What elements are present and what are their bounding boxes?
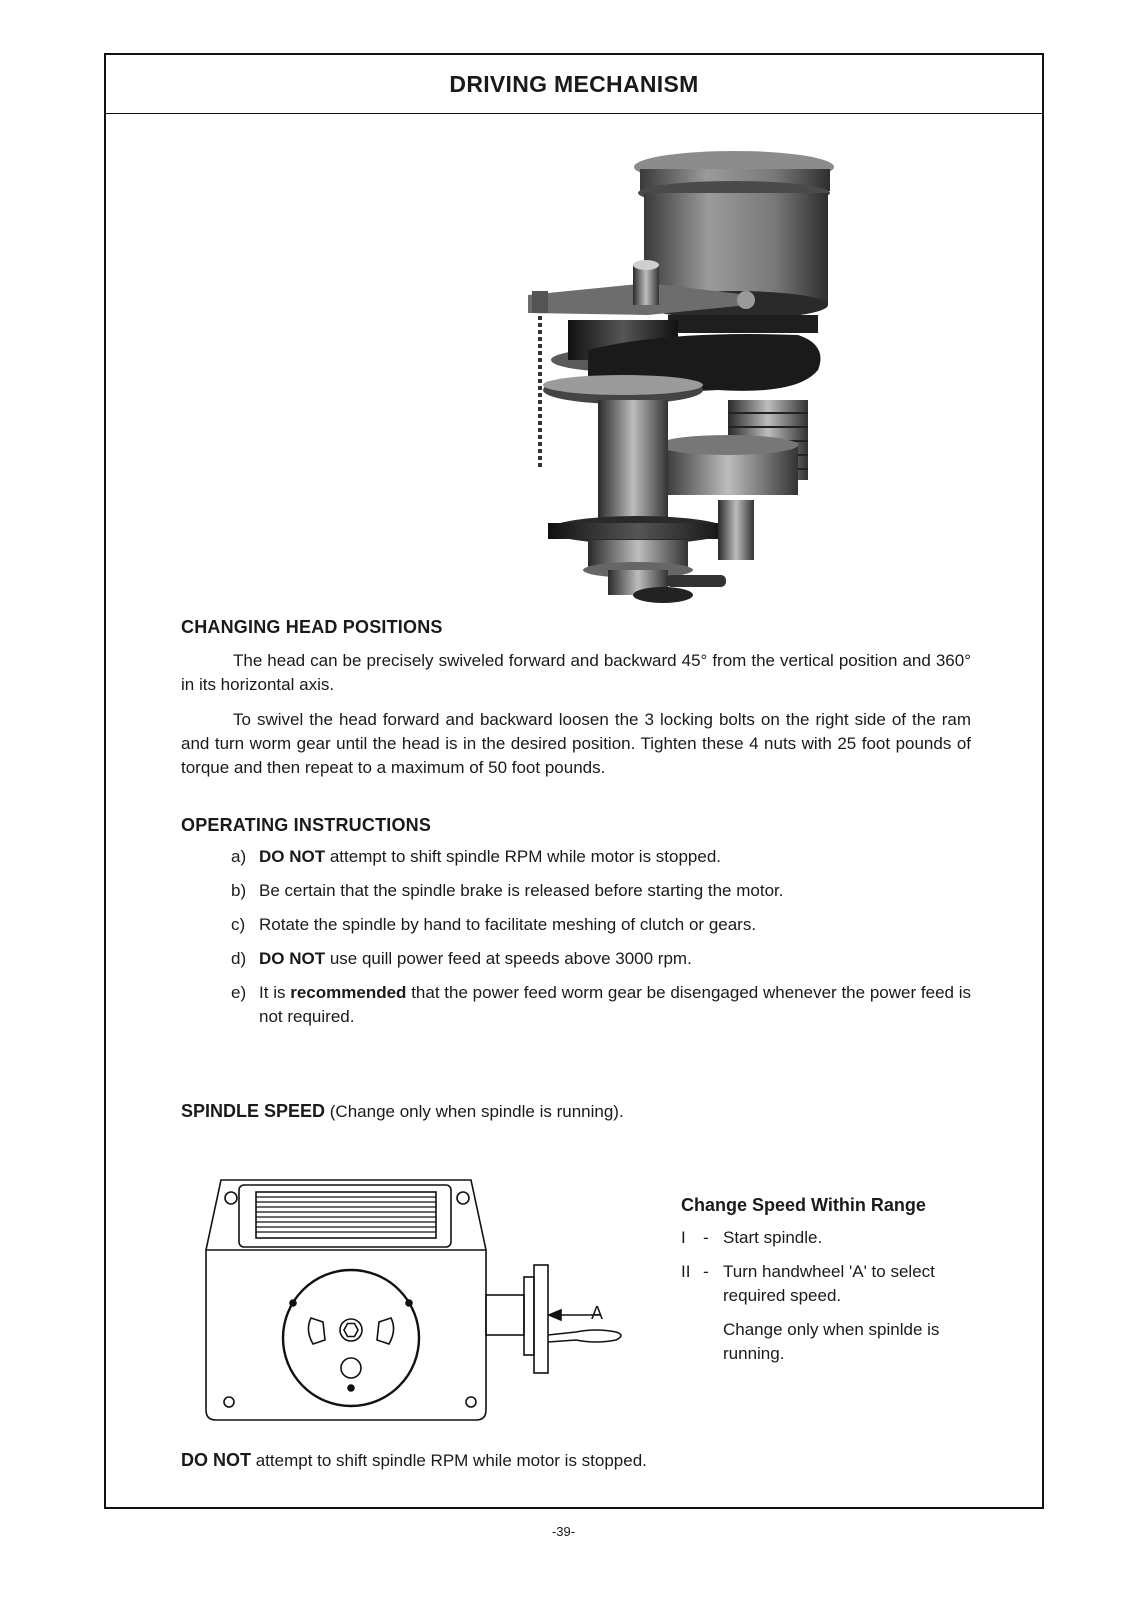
list-item-letter: a) — [231, 847, 247, 866]
list-item-text: Rotate the spindle by hand to facilitate meshing of clutch or gears. — [259, 915, 757, 934]
handwheel-label-a: A — [591, 1303, 604, 1323]
list-item-letter: e) — [231, 983, 247, 1002]
list-item — [231, 947, 971, 971]
page-title: DRIVING MECHANISM — [449, 70, 699, 97]
list-item-letter: b) — [231, 881, 247, 900]
step-dash: - — [703, 1228, 709, 1247]
step-text: Turn handwheel 'A' to select required speed. — [723, 1262, 935, 1305]
list-item-letter: d) — [231, 949, 247, 968]
spindle-speed-line — [181, 1101, 624, 1122]
list-item — [681, 1260, 981, 1308]
spindle-speed-heading: SPINDLE SPEED — [181, 1101, 326, 1121]
spindle-speed-text: (Change only when spindle is running). — [325, 1102, 624, 1121]
operating-instructions-list — [231, 845, 971, 1039]
list-item-emphasis: DO NOT — [259, 949, 326, 968]
change-speed-section — [681, 1195, 981, 1366]
list-item — [231, 879, 971, 903]
change-speed-note: Change only when spinlde is running. — [723, 1320, 940, 1363]
changing-head-para-1: The head can be precisely swiveled forward and backward 45° from the vertical position and 360° in its horizontal axis. — [181, 651, 971, 694]
step-number: II — [681, 1262, 691, 1281]
bottom-warning — [181, 1450, 647, 1471]
speed-control-diagram — [201, 1170, 641, 1430]
list-item — [681, 1226, 981, 1250]
operating-instructions-heading: OPERATING INSTRUCTIONS — [181, 815, 432, 835]
list-item-text: Be certain that the spindle brake is released before starting the motor. — [259, 881, 784, 900]
page-number: -39- — [551, 1524, 576, 1539]
list-item-letter: c) — [231, 915, 246, 934]
list-item-emphasis: DO NOT — [259, 847, 326, 866]
changing-head-para-2: To swivel the head forward and backward loosen the 3 locking bolts on the right side of the ram and turn worm gear until the head is in the desired position. Tighten these 4 nuts with 25 foot pounds of torque and then repeat to a maximum of 50 foot pounds. — [181, 710, 971, 777]
change-speed-heading: Change Speed Within Range — [681, 1195, 926, 1215]
step-dash: - — [703, 1262, 709, 1281]
changing-head-heading: CHANGING HEAD POSITIONS — [181, 617, 443, 637]
driving-mechanism-photo — [418, 145, 848, 605]
page-frame — [104, 53, 1044, 1509]
list-item — [231, 913, 971, 937]
list-item-text: use quill power feed at speeds above 3000 rpm. — [325, 949, 692, 968]
step-number: I — [681, 1228, 686, 1247]
list-item — [231, 981, 971, 1029]
list-item-emphasis: recommended — [290, 983, 407, 1002]
step-text: Start spindle. — [723, 1228, 823, 1247]
title-bar — [106, 55, 1042, 114]
list-item-text: attempt to shift spindle RPM while motor is stopped. — [325, 847, 722, 866]
bottom-warning-emphasis: DO NOT — [181, 1450, 251, 1470]
list-item-text-pre: It is — [259, 983, 291, 1002]
list-item-text: that the power feed worm gear be disengaged whenever the power feed is not required. — [259, 983, 972, 1026]
bottom-warning-text: attempt to shift spindle RPM while motor is stopped. — [251, 1451, 647, 1470]
list-item — [231, 845, 971, 869]
